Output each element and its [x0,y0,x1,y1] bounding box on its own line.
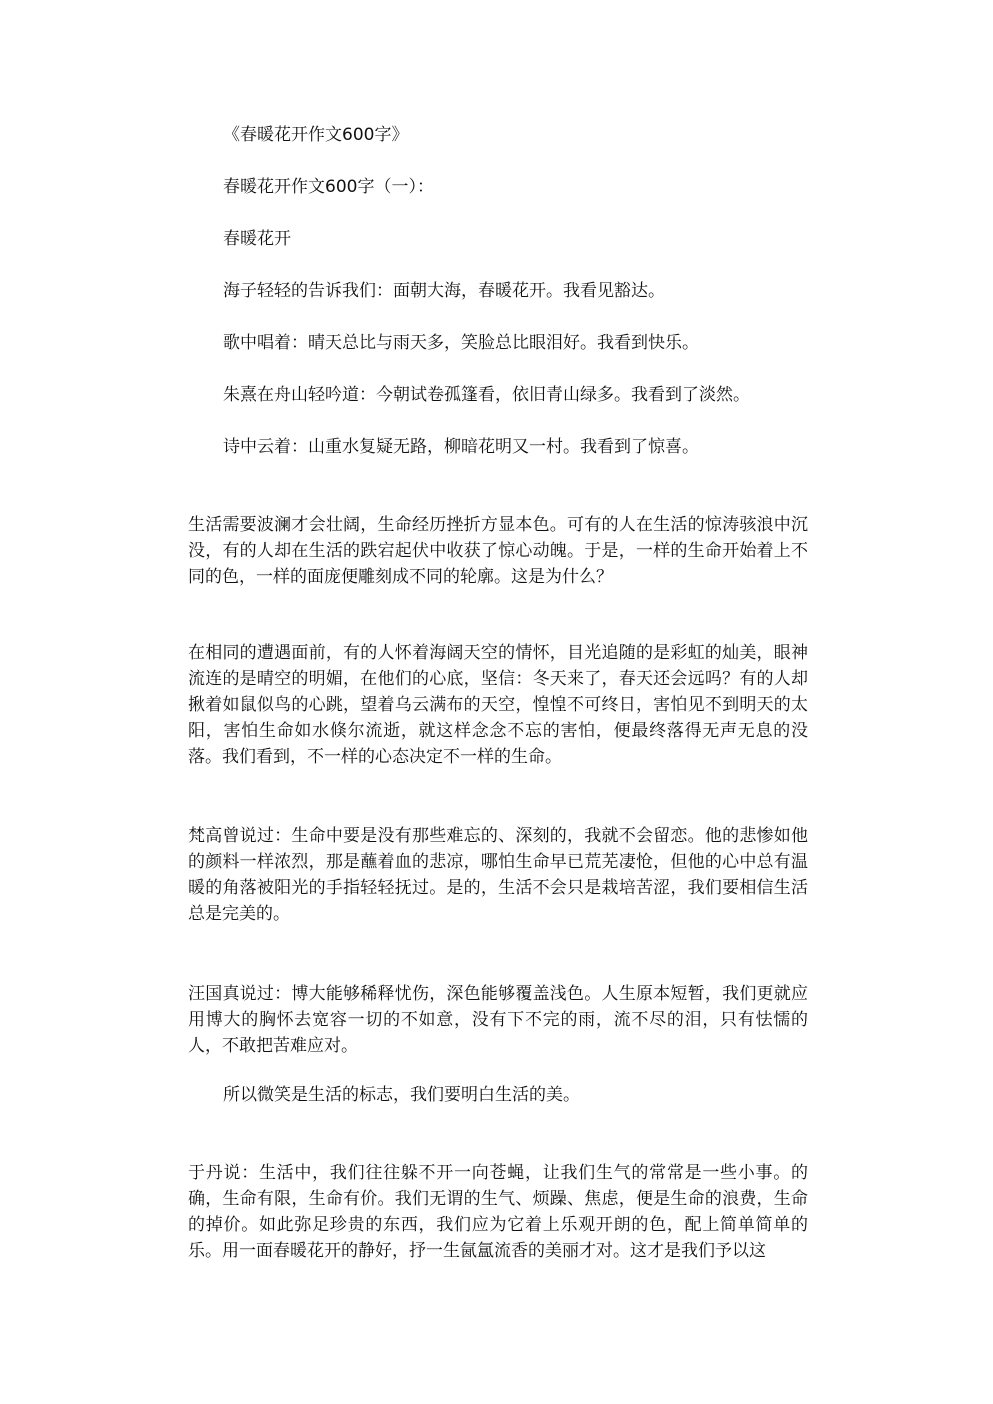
intro-line-3: 朱熹在舟山轻吟道：今朝试卷孤篷看，依旧青山绿多。我看到了淡然。 [223,385,750,405]
body-paragraph-1: 生活需要波澜才会壮阔，生命经历挫折方显本色。可有的人在生活的惊涛骇浪中沉没，有的人却在生活的跌宕起伏中收获了惊心动魄。于是，一样的生命开始着上不同的色，一样的面庞便雕刻成不同的轮廓。这是为什么？ [188,515,808,587]
closing-line: 所以微笑是生活的标志，我们要明白生活的美。 [223,1085,580,1105]
body-paragraph-2: 在相同的遭遇面前，有的人怀着海阔天空的情怀，目光追随的是彩虹的灿美，眼神流连的是晴空的明媚，在他们的心底，坚信：冬天来了，春天还会远吗？有的人却揪着如鼠似鸟的心跳，望着乌云满布的天空，惶惶不可终日，害怕见不到明天的太阳，害怕生命如水倏尔流逝，就这样念念不忘的害怕，便最终落得无声无息的没落。我们看到，不一样的心态决定不一样的生命。 [188,643,808,767]
final-paragraph: 于丹说：生活中，我们往往躲不开一向苍蝇，让我们生气的常常是一些小事。的确，生命有限，生命有价。我们无谓的生气、烦躁、焦虑，便是生命的浪费，生命的掉价。如此弥足珍贵的东西，我们应为它着上乐观开朗的色，配上简单简单的乐。用一面春暖花开的静好，抒一生氤氲流香的美丽才对。这才是我们予以这 [188,1163,808,1261]
intro-line-4: 诗中云着：山重水复疑无路，柳暗花明又一村。我看到了惊喜。 [223,437,699,457]
document-heading: 春暖花开 [223,229,291,249]
body-paragraph-4: 汪国真说过：博大能够稀释忧伤，深色能够覆盖浅色。人生原本短暂，我们更就应用博大的胸怀去宽容一切的不如意，没有下不完的雨，流不尽的泪，只有怯懦的人，不敢把苦难应对。 [188,984,808,1056]
body-paragraph-3: 梵高曾说过：生命中要是没有那些难忘的、深刻的，我就不会留恋。他的悲惨如他的颜料一样浓烈，那是蘸着血的悲凉，哪怕生命早已荒芜凄怆，但他的心中总有温暖的角落被阳光的手指轻轻抚过。是的，生活不会只是栽培苦涩，我们要相信生活总是完美的。 [188,826,808,924]
intro-line-1: 海子轻轻的告诉我们：面朝大海，春暖花开。我看见豁达。 [223,281,665,301]
intro-line-2: 歌中唱着：晴天总比与雨天多，笑脸总比眼泪好。我看到快乐。 [223,333,699,353]
document-title: 《春暖花开作文600字》 [223,125,409,145]
document-subtitle: 春暖花开作文600字（一）： [223,177,434,197]
